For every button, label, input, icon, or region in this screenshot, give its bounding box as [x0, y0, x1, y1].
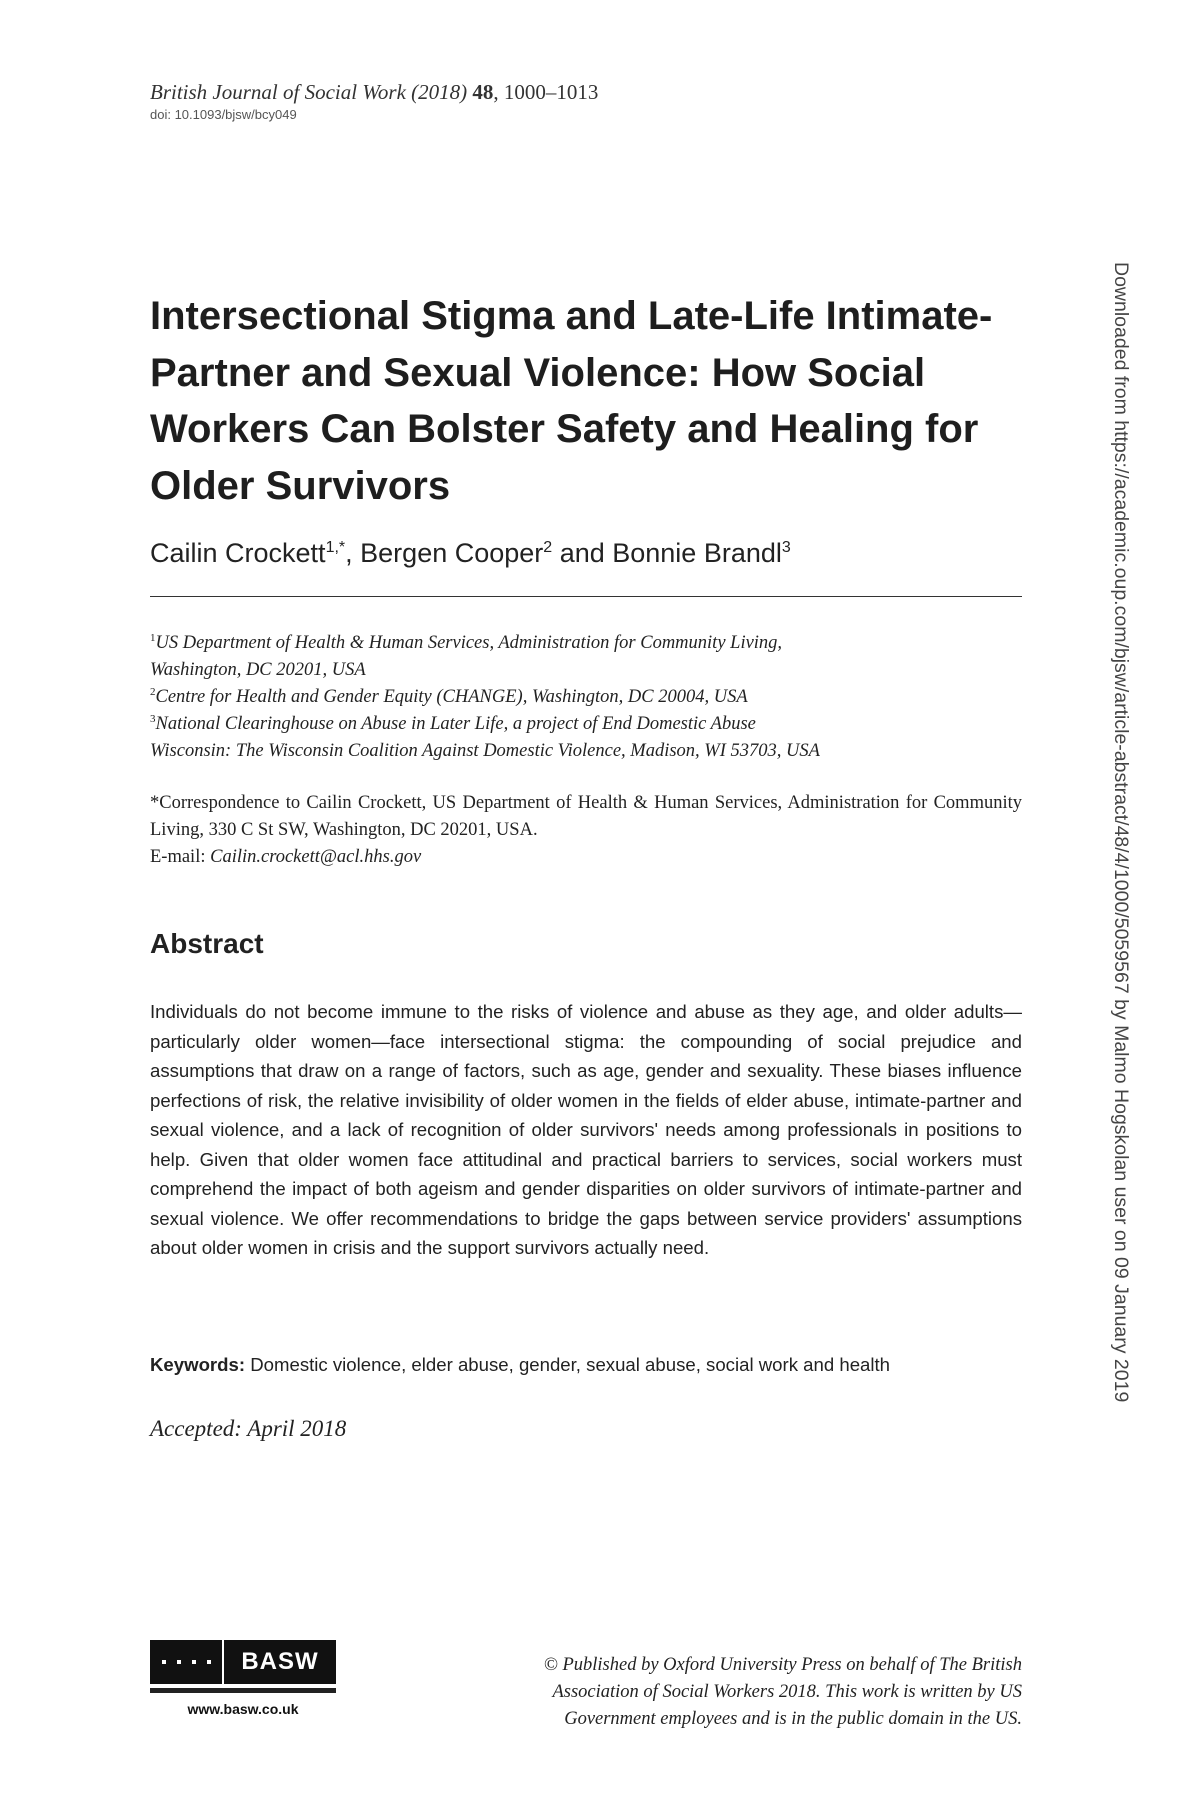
copyright-line: © Published by Oxford University Press on behalf of The British [543, 1655, 1022, 1675]
author-list [150, 538, 1030, 569]
logo-box [150, 1640, 336, 1684]
logo-url: www.basw.co.uk [187, 1701, 299, 1717]
correspondence-email [150, 844, 1022, 871]
affiliation-number: 3 [150, 712, 156, 725]
article-title: Intersectional Stigma and Late-Life Intimate-Partner and Sexual Violence: How Social Workers Can Bolster Safety and Healing for Older Survivors [150, 294, 993, 508]
author-separator: and [552, 538, 613, 568]
keywords [150, 1354, 1030, 1376]
title-divider [150, 596, 1022, 597]
affiliation-number: 1 [150, 631, 156, 644]
logo-mark [162, 1660, 166, 1664]
affiliation-number: 2 [150, 685, 156, 698]
journal-year: (2018) [411, 80, 468, 104]
author-name: Bonnie Brandl [612, 538, 782, 568]
accepted-date: Accepted: April 2018 [150, 1416, 347, 1441]
author-affiliation-mark: 1,* [325, 539, 346, 556]
affiliation-text: US Department of Health & Human Services, Administration for Community Living, [155, 633, 783, 653]
affiliation-text: National Clearinghouse on Abuse in Later Life, a project of End Domestic Abuse [155, 714, 756, 734]
logo-mark [192, 1660, 196, 1664]
logo-strapline [150, 1688, 336, 1693]
author-affiliation-mark: 2 [543, 539, 553, 556]
logo-mark [207, 1660, 211, 1664]
abstract-text: Individuals do not become immune to the risks of violence and abuse as they age, and older adults—particularly older women—face intersectional stigma: the compounding of social prejudice and assumptions that draw on a range of factors, such as age, gender and sexuality. These biases influence perfections of risk, the relative invisibility of older women in the fields of elder abuse, intimate-partner and sexual violence, and a lack of recognition of older survivors' needs among professionals in positions to help. Given that older women face attitudinal and practical barriers to services, social workers must comprehend the impact of both ageism and gender disparities on older survivors of intimate-partner and sexual violence. We offer recommendations to bridge the gaps between service providers' assumptions about older women in crisis and the support survivors actually need. [150, 1001, 1022, 1258]
abstract-heading: Abstract [150, 928, 264, 959]
basw-logo [150, 1640, 340, 1717]
download-watermark: Downloaded from https://academic.oup.com/bjsw/article-abstract/48/4/1000/5059567 by Malmo Hogskolan user on 09 January 2019 [1110, 262, 1132, 1403]
affiliation-line [150, 657, 1022, 684]
affiliation-line [150, 738, 1022, 765]
copyright-line: Government employees and is in the public domain in the US. [564, 1709, 1022, 1729]
email-link[interactable]: Cailin.crockett@acl.hhs.gov [210, 847, 422, 867]
journal-pages: , 1000–1013 [493, 80, 599, 104]
author-name: Bergen Cooper [360, 538, 544, 568]
journal-name: British Journal of Social Work [150, 80, 406, 104]
affiliation-line [150, 711, 1022, 738]
logo-marks [150, 1640, 224, 1684]
correspondence [150, 790, 1022, 871]
author-affiliation-mark: 3 [781, 539, 791, 556]
email-label: E-mail: [150, 847, 211, 867]
copyright-notice [420, 1652, 1022, 1733]
doi: doi: 10.1093/bjsw/bcy049 [150, 107, 297, 122]
journal-citation [150, 80, 598, 105]
running-head [150, 80, 598, 122]
keywords-label: Keywords: [150, 1354, 246, 1375]
keywords-list: Domestic violence, elder abuse, gender, sexual abuse, social work and health [245, 1354, 891, 1375]
affiliation-text: Washington, DC 20201, USA [150, 660, 366, 680]
author-separator: , [345, 538, 361, 568]
affiliation-text: Wisconsin: The Wisconsin Coalition Against Domestic Violence, Madison, WI 53703, USA [150, 741, 820, 761]
affiliation-line [150, 630, 1022, 657]
affiliation-text: Centre for Health and Gender Equity (CHANGE), Washington, DC 20004, USA [155, 687, 748, 707]
correspondence-address: *Correspondence to Cailin Crockett, US Department of Health & Human Services, Administration for Community Living, 330 C St SW, Washington, DC 20201, USA. [150, 793, 1022, 840]
affiliation-line [150, 684, 1022, 711]
affiliations [150, 630, 1022, 765]
journal-volume: 48 [472, 80, 494, 104]
logo-mark [177, 1660, 181, 1664]
author-name: Cailin Crockett [150, 538, 326, 568]
copyright-line: Association of Social Workers 2018. This work is written by US [552, 1682, 1022, 1702]
logo-text: BASW [241, 1648, 319, 1675]
